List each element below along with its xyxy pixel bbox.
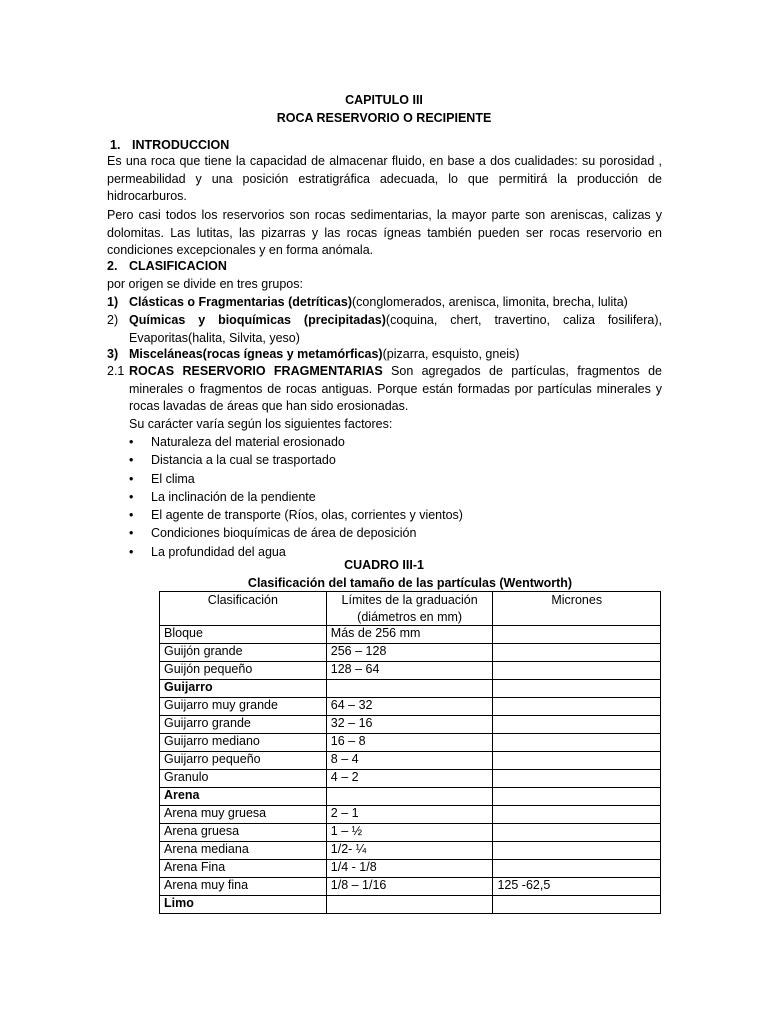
cell-limites xyxy=(326,680,493,698)
cell-limites: 2 – 1 xyxy=(326,806,493,824)
group-name: Químicas y bioquímicas (precipitadas) xyxy=(129,313,386,327)
cell-limites: 128 – 64 xyxy=(326,662,493,680)
cell-micrones xyxy=(493,842,661,860)
clasificacion-number: 2. xyxy=(107,259,118,273)
group-name: Clásticas o Fragmentarias (detríticas) xyxy=(129,295,352,309)
cell-clasificacion: Granulo xyxy=(160,770,327,788)
cell-micrones xyxy=(493,824,661,842)
bullet-icon: • xyxy=(129,471,134,486)
cell-limites: 16 – 8 xyxy=(326,734,493,752)
table-row xyxy=(160,878,661,896)
table-row xyxy=(160,680,661,698)
cell-clasificacion: Guijarro mediano xyxy=(160,734,327,752)
cell-micrones xyxy=(493,896,661,914)
intro-paragraph-1: Es una roca que tiene la capacidad de almacenar fluido, en base a dos cualidades: su porosidad , permeabilidad y una posición estratigráfica adecuada, lo que permitirá la producción de hidrocarburos. xyxy=(107,154,662,204)
bullet-icon: • xyxy=(129,544,134,559)
table-row xyxy=(160,698,661,716)
cell-limites: 8 – 4 xyxy=(326,752,493,770)
group-number: 2) xyxy=(107,313,119,327)
clasificacion-lead: por origen se divide en tres grupos: xyxy=(107,277,303,291)
cell-limites xyxy=(326,788,493,806)
factor-text: Distancia a la cual se trasportado xyxy=(151,453,336,468)
factors-lead: Su carácter varía según los siguientes factores: xyxy=(129,417,393,431)
cell-clasificacion: Bloque xyxy=(160,626,327,644)
bullet-icon: • xyxy=(129,526,134,541)
clasificacion-heading xyxy=(107,258,662,276)
cell-limites: 1 – ½ xyxy=(326,824,493,842)
chapter-subtitle: ROCA RESERVORIO O RECIPIENTE xyxy=(276,111,492,125)
list-item xyxy=(107,451,662,469)
intro-number: 1. xyxy=(110,138,121,152)
bullet-icon: • xyxy=(129,453,134,468)
group-item xyxy=(107,346,662,364)
cell-limites: 1/4 - 1/8 xyxy=(326,860,493,878)
table-row xyxy=(160,842,661,860)
table-row xyxy=(160,716,661,734)
table-row xyxy=(160,788,661,806)
column-header-limites: Límites de la graduación (diámetros en mm) xyxy=(326,592,493,626)
cell-micrones xyxy=(493,734,661,752)
list-item xyxy=(107,433,662,451)
table-row xyxy=(160,806,661,824)
factor-text: Naturaleza del material erosionado xyxy=(151,435,345,449)
group-number: 1) xyxy=(107,295,119,309)
cell-micrones xyxy=(493,806,661,824)
factor-text: Condiciones bioquímicas de área de deposición xyxy=(151,526,417,541)
factor-text: La inclinación de la pendiente xyxy=(151,489,316,504)
group-examples: (coquina, chert, travertino, caliza fosilifera), Evaporitas(halita, Silvita, yeso) xyxy=(129,313,663,345)
table-row xyxy=(160,752,661,770)
cell-clasificacion: Guijarro xyxy=(160,680,327,698)
table-header-row xyxy=(160,592,661,626)
group-examples: (conglomerados, arenisca, limonita, brecha, lulita) xyxy=(352,295,628,309)
column-header-micrones: Micrones xyxy=(493,592,661,626)
cell-clasificacion: Guijarro grande xyxy=(160,716,327,734)
cell-micrones xyxy=(493,680,661,698)
fragmentarias-heading: ROCAS RESERVORIO FRAGMENTARIAS xyxy=(129,364,383,378)
cell-clasificacion: Guijarro pequeño xyxy=(160,752,327,770)
list-item xyxy=(107,488,662,506)
group-number: 3) xyxy=(107,347,119,361)
cell-limites: Más de 256 mm xyxy=(326,626,493,644)
grain-size-table xyxy=(159,591,661,914)
cell-micrones xyxy=(493,626,661,644)
table-row xyxy=(160,860,661,878)
cell-limites: 1/2- ¼ xyxy=(326,842,493,860)
group-item xyxy=(107,312,662,347)
table-body xyxy=(160,626,661,914)
cell-micrones xyxy=(493,752,661,770)
cell-micrones: 125 -62,5 xyxy=(493,878,661,896)
table-caption-number: CUADRO III-1 xyxy=(344,558,424,572)
list-item xyxy=(107,470,662,488)
bullet-icon: • xyxy=(129,489,134,504)
cell-clasificacion: Arena muy gruesa xyxy=(160,806,327,824)
clasificacion-heading-text: CLASIFICACION xyxy=(129,259,227,273)
bullet-icon: • xyxy=(129,435,134,449)
bullet-icon: • xyxy=(129,508,134,523)
cell-micrones xyxy=(493,716,661,734)
table-caption-title: Clasificación del tamaño de las partículas (Wentworth) xyxy=(247,576,573,590)
column-header-clasificacion: Clasificación xyxy=(160,592,327,626)
cell-limites: 64 – 32 xyxy=(326,698,493,716)
factor-text: El agente de transporte (Ríos, olas, corrientes y vientos) xyxy=(151,508,463,523)
fragmentarias-text: Son agregados de partículas, fragmentos de minerales o fragmentos de rocas antiguas. Porque están formadas por partículas minerales y rocas lavadas de áreas que han sido erosionadas. xyxy=(129,364,662,414)
fragmentarias-number: 2.1 xyxy=(107,364,125,378)
cell-clasificacion: Arena muy fina xyxy=(160,878,327,896)
cell-clasificacion: Guijón pequeño xyxy=(160,662,327,680)
cell-micrones xyxy=(493,698,661,716)
group-item xyxy=(107,294,662,312)
intro-heading xyxy=(110,137,665,155)
table-row xyxy=(160,770,661,788)
cell-clasificacion: Guijarro muy grande xyxy=(160,698,327,716)
cell-micrones xyxy=(493,644,661,662)
cell-limites: 256 – 128 xyxy=(326,644,493,662)
cell-clasificacion: Arena gruesa xyxy=(160,824,327,842)
cell-clasificacion: Arena mediana xyxy=(160,842,327,860)
cell-micrones xyxy=(493,860,661,878)
factor-text: La profundidad del agua xyxy=(151,544,286,559)
factors-list xyxy=(107,433,662,561)
cell-clasificacion: Arena Fina xyxy=(160,860,327,878)
list-item xyxy=(107,524,662,542)
cell-clasificacion: Limo xyxy=(160,896,327,914)
intro-heading-text: INTRODUCCION xyxy=(132,138,230,152)
group-name: Misceláneas(rocas ígneas y metamórficas) xyxy=(129,347,383,361)
cell-clasificacion: Guijón grande xyxy=(160,644,327,662)
cell-limites xyxy=(326,896,493,914)
list-item xyxy=(107,506,662,524)
cell-clasificacion: Arena xyxy=(160,788,327,806)
cell-limites: 1/8 – 1/16 xyxy=(326,878,493,896)
cell-micrones xyxy=(493,788,661,806)
table-row xyxy=(160,662,661,680)
table-row xyxy=(160,734,661,752)
intro-paragraph-2: Pero casi todos los reservorios son rocas sedimentarias, la mayor parte son areniscas, calizas y dolomitas. Las lutitas, las pizarras y las rocas ígneas también pueden ser rocas reservorio en condiciones excepcionales y en forma anómala. xyxy=(107,208,662,258)
table-row xyxy=(160,644,661,662)
table-row xyxy=(160,626,661,644)
chapter-title: CAPITULO III xyxy=(345,93,423,107)
cell-micrones xyxy=(493,770,661,788)
table-row xyxy=(160,824,661,842)
cell-micrones xyxy=(493,662,661,680)
fragmentarias-section xyxy=(107,363,662,416)
cell-limites: 32 – 16 xyxy=(326,716,493,734)
factor-text: El clima xyxy=(151,471,195,486)
cell-limites: 4 – 2 xyxy=(326,770,493,788)
table-row xyxy=(160,896,661,914)
group-examples: (pizarra, esquisto, gneis) xyxy=(382,347,520,361)
